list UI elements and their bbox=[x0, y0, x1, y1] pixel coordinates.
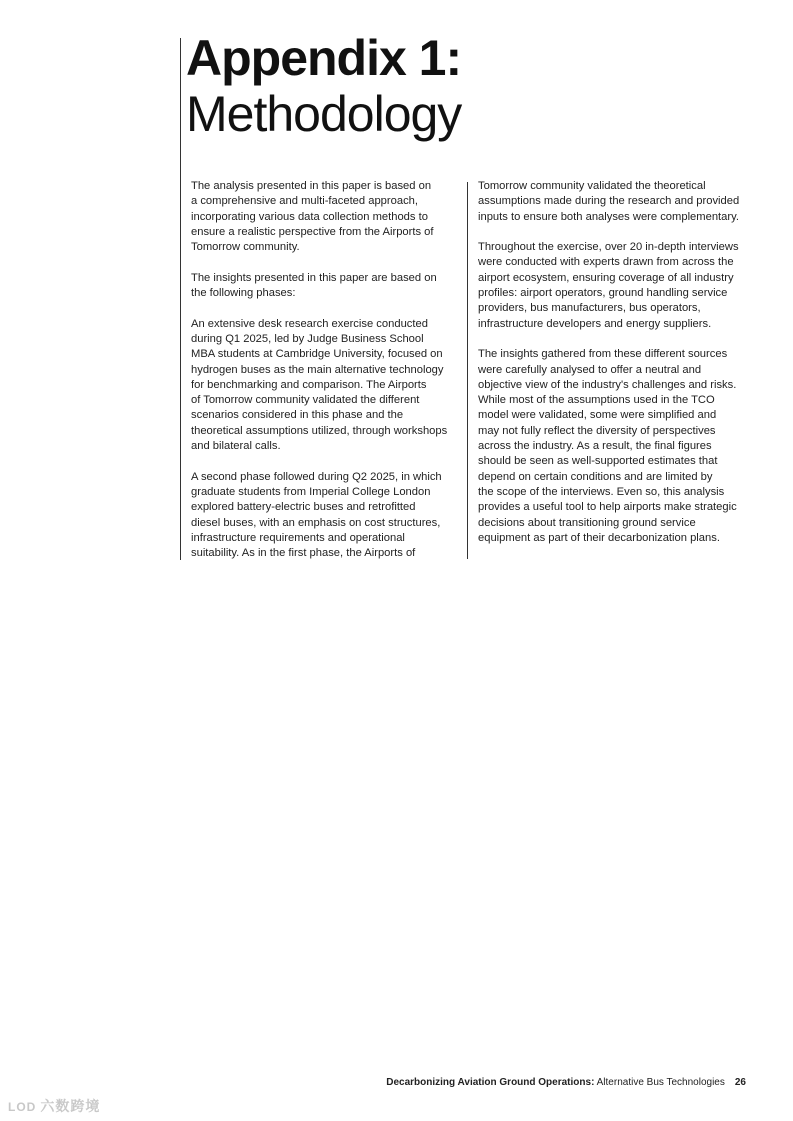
page-number: 26 bbox=[734, 1077, 746, 1088]
column-divider bbox=[467, 182, 468, 559]
watermark-logo-icon: LOD bbox=[8, 1100, 37, 1114]
paragraph: Throughout the exercise, over 20 in-depth interviews were conducted with experts drawn from across the airport ecosystem, ensuring coverage of all industry profiles: airport operators, ground handling service providers, bus manufacturers, bus operators, infrastructure developers and energy suppliers. bbox=[478, 241, 739, 330]
left-column bbox=[191, 179, 461, 577]
paragraph: A second phase followed during Q2 2025, in which graduate students from Imperial College London explored battery-electric buses and retrofitted diesel buses, with an emphasis on cost structures, infrastructure requirements and operational suitability. As in the first phase, the Airports of bbox=[191, 470, 442, 560]
watermark-text: 六数跨境 bbox=[40, 1098, 101, 1114]
page-footer bbox=[386, 1077, 746, 1088]
paragraph: The insights presented in this paper are based on the following phases: bbox=[191, 271, 437, 300]
paragraph: Tomorrow community validated the theoretical assumptions made during the research and provided inputs to ensure both analyses were complementary. bbox=[478, 180, 740, 223]
title-rule bbox=[180, 38, 181, 560]
page-title-light: Methodology bbox=[186, 86, 462, 142]
footer-doc-title: Decarbonizing Aviation Ground Operations: bbox=[386, 1077, 595, 1088]
right-column bbox=[478, 179, 748, 561]
footer-doc-subtitle: Alternative Bus Technologies bbox=[594, 1077, 725, 1088]
paragraph: The insights gathered from these different sources were carefully analysed to offer a neutral and objective view of the industry's challenges and risks. While most of the assumptions used in the TCO model were validated, some were simplified and may not fully reflect the diversity of perspectives across the industry. As a result, the final figures should be seen as well-supported estimates that depend on certain conditions and are limited by the scope of the interviews. Even so, this analysis provides a useful tool to help airports make strategic decisions about transitioning ground service equipment as part of their decarbonization plans. bbox=[478, 348, 737, 544]
page-title-bold: Appendix 1: bbox=[186, 30, 462, 86]
watermark bbox=[8, 1096, 100, 1116]
paragraph: The analysis presented in this paper is based on a comprehensive and multi-faceted approach, incorporating various data collection methods to ensure a realistic perspective from the Airports of Tomorrow community. bbox=[191, 180, 434, 254]
paragraph: An extensive desk research exercise conducted during Q1 2025, led by Judge Business School MBA students at Cambridge University, focused on hydrogen buses as the main alternative technology for benchmarking and comparison. The Airports of Tomorrow community validated the different scenarios considered in this phase and the theoretical assumptions utilized, through workshops and bilateral calls. bbox=[191, 317, 448, 453]
